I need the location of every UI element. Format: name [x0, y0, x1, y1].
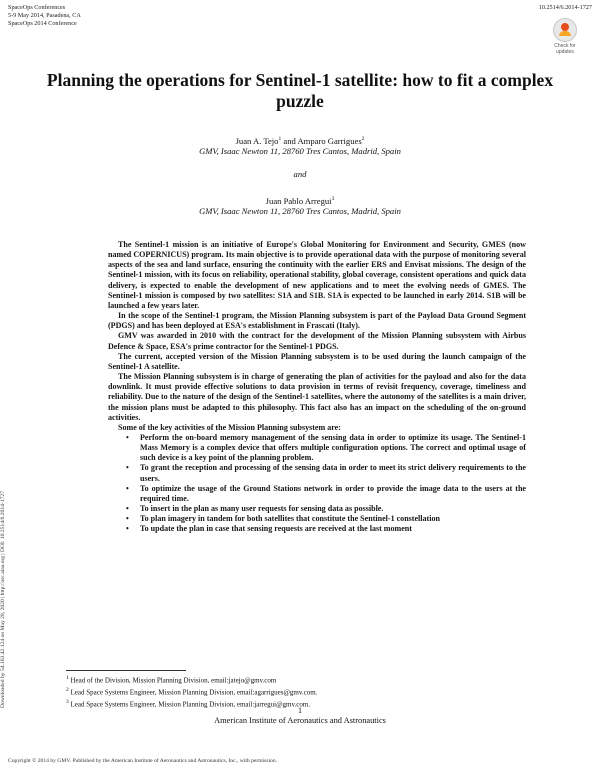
footnote-ref: 3: [331, 196, 335, 202]
conference-line: SpaceOps 2014 Conference: [8, 20, 77, 28]
badge-line: updates: [556, 48, 574, 55]
copyright-notice: Copyright © 2014 by GMV. Published by the American Institute of Aeronautics and Astronautics, Inc., with permission.: [8, 758, 278, 764]
footnote-number: 2: [66, 686, 69, 693]
footnote: [66, 674, 546, 686]
abstract-paragraph: In the scope of the Sentinel-1 program, the Mission Planning subsystem is part of the Payload Data Ground Segment (PDGS) and has been deployed at ESA's establishment in Frascati (Italy).: [108, 311, 526, 331]
footnote: [66, 686, 546, 698]
abstract-paragraph: The Sentinel-1 mission is an initiative of Europe's Global Monitoring for Environment and Security, GMES (now named COPERNICUS) program. Its main objective is to provide operational data with the purpose of monitoring several aspects of the sea and land surface, ensuring the continuity with the earlier ERS and Envisat missions. The design of the Sentinel-1 mission, with its focus on reliability, operational stability, global coverage, consistent operations and quick data delivery, is expected to enable the development of new applications and to meet the evolving needs of GMES. The Sentinel-1 mission is composed by two satellites: S1A and S1B. S1A is expected to be launched in early 2014. S1B will be launched a few years later.: [108, 240, 526, 310]
abstract-paragraph: The Mission Planning subsystem is in charge of generating the plan of activities for the payload and also for the data downlink. It must provide effective solutions to data provision in terms of revisit frequency, coverage, timeliness and reliability. Due to the nature of the design of the Sentinel-1 satellites, where the autonomy of the satellites is a main driver, the mission plans must be adapted to this philosophy. This fact also has an impact on the scheduling of the on-ground activities.: [108, 372, 526, 422]
page-number: 1: [298, 706, 302, 715]
badge-label: [554, 44, 575, 55]
key-activities-list: [108, 433, 526, 535]
author-affiliation-2: GMV, Isaac Newton 11, 28760 Tres Cantos, Madrid, Spain: [199, 206, 401, 216]
conference-line: 5-9 May 2014, Pasadena, CA: [8, 12, 81, 20]
footnote-text: Lead Space Systems Engineer, Mission Planning Division, email:agarrigues@gmv.com.: [68, 688, 318, 697]
author-name: and Amparo Garrigues: [281, 135, 362, 146]
list-item: • To grant the reception and processing of the sensing data in order to meet its strict delivery requirements to the users.: [140, 463, 526, 483]
footnote-text: Head of the Division, Mission Planning Division, email:jatejo@gmv.com: [68, 676, 277, 685]
conference-line: SpaceOps Conferences: [8, 4, 66, 11]
abstract-paragraph: The current, accepted version of the Mission Planning subsystem is to be used during the launch campaign of the Sentinel-1 A satellite.: [108, 351, 526, 371]
footnote-number: 3: [66, 698, 69, 705]
footnote-ref: 1: [278, 136, 282, 142]
footnotes: [66, 674, 546, 710]
conference-header: [8, 4, 81, 29]
abstract: [108, 240, 526, 535]
check-for-updates-badge[interactable]: [545, 18, 585, 60]
footnote-number: 1: [66, 675, 69, 681]
list-item: • To optimize the usage of the Ground Stations network in order to provide the image data to the users at the required time.: [140, 484, 526, 504]
paper-title: Planning the operations for Sentinel-1 satellite: how to fit a complex puzzle: [46, 70, 554, 111]
abstract-paragraph: Some of the key activities of the Mission Planning subsystem are:: [118, 422, 341, 432]
abstract-paragraph: GMV was awarded in 2010 with the contract for the development of the Mission Planning subsystem with Airbus Defence & Space, ESA's prime contractor for the Sentinel-1 PDGS.: [108, 331, 526, 351]
author-name: Juan A. Tejo: [235, 135, 279, 146]
author-separator: and: [293, 169, 307, 179]
footnote-divider: [66, 670, 186, 671]
badge-line: Check for: [554, 43, 576, 49]
list-item: • To plan imagery in tandem for both satellites that constitute the Sentinel-1 constellation: [140, 514, 526, 524]
download-side-note: Downloaded by 54.163.42.124 on May 28, 2020 | http://arc.aiaa.org | DOI: 10.2514/6.2014-1727: [0, 490, 6, 708]
footnote-text: Lead Space Systems Engineer, Mission Planning Division, email:jarregui@gmv.com.: [68, 700, 311, 709]
publisher-name: American Institute of Aeronautics and Astronautics: [214, 716, 386, 725]
list-item: • To insert in the plan as many user requests for sensing data as possible.: [140, 504, 526, 514]
author-line-2: [60, 194, 540, 207]
footnote-ref: 2: [361, 136, 365, 142]
author-name: Juan Pablo Arregui: [265, 195, 332, 206]
author-line-1: [60, 134, 540, 147]
list-item: • To update the plan in case that sensing requests are received at the last moment: [140, 524, 526, 534]
doi-label: 10.2514/6.2014-1727: [538, 4, 592, 11]
author-affiliation-1: GMV, Isaac Newton 11, 28760 Tres Cantos, Madrid, Spain: [199, 146, 401, 156]
check-updates-icon: [553, 18, 577, 42]
list-item: • Perform the on-board memory management of the sensing data in order to optimize its usage. The Sentinel-1 Mass Memory is a complex device that offers multiple configuration options. The correct and optimal usage of such device is a key point of the planning problem.: [140, 433, 526, 463]
